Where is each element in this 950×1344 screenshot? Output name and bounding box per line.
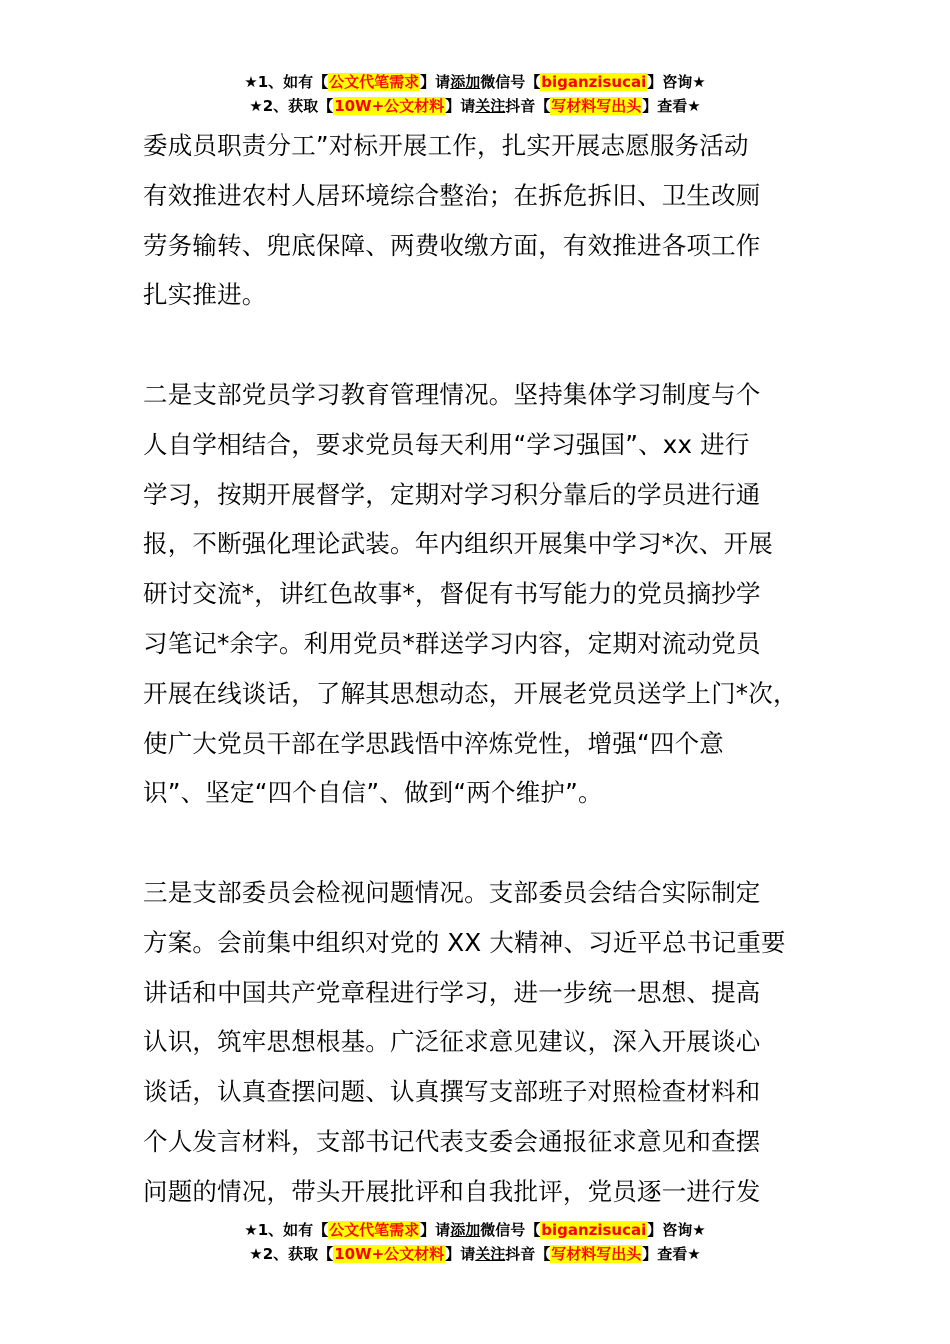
text-line: 识”、坚定“四个自信”、做到“两个维护”。 — [143, 778, 603, 808]
text-line: 问题的情况，带头开展批评和自我批评，党员逐一进行发 — [143, 1176, 761, 1206]
highlight-wechat-id: biganzisucai — [541, 1221, 647, 1239]
banner-text: 】请 — [445, 97, 476, 115]
banner-line-2 — [0, 1242, 950, 1266]
highlight-douyin-account: 写材料写出头 — [551, 1245, 642, 1263]
text-line: 有效推进农村人居环境综合整治；在拆危拆旧、卫生改厕 — [143, 180, 761, 210]
banner-line-1 — [0, 70, 950, 94]
underlined-text: 关注 — [475, 97, 506, 115]
banner-text: 微信号【 — [480, 73, 541, 91]
text-line: 二是支部党员学习教育管理情况。坚持集体学习制度与个 — [143, 379, 761, 409]
text-line: 三是支部委员会检视问题情况。支部委员会结合实际制定 — [143, 877, 761, 907]
banner-text: ★1、如有【 — [244, 73, 329, 91]
highlight-wechat-id: biganzisucai — [541, 73, 647, 91]
text-line: 学习，按期开展督学，定期对学习积分靠后的学员进行通 — [143, 479, 761, 509]
banner-text: 】查看★ — [642, 97, 701, 115]
highlight-materials: 10W+公文材料 — [334, 1245, 445, 1263]
underlined-text: 添加 — [450, 1221, 481, 1239]
text-line: 劳务输转、兜底保障、两费收缴方面，有效推进各项工作 — [143, 230, 761, 260]
banner-text: 】咨询★ — [647, 1221, 706, 1239]
text-line: 讲话和中国共产党章程进行学习，进一步统一思想、提高 — [143, 977, 761, 1007]
text-line: 个人发言材料，支部书记代表支委会通报征求意见和查摆 — [143, 1126, 761, 1156]
banner-text: 】查看★ — [642, 1245, 701, 1263]
banner-text: ★2、获取【 — [249, 97, 334, 115]
paragraph-1 — [143, 121, 811, 320]
text-line: 委成员职责分工”对标开展工作，扎实开展志愿服务活动 — [143, 131, 749, 160]
text-line: 认识，筑牢思想根基。广泛征求意见建议，深入开展谈心 — [143, 1027, 761, 1057]
banner-text: 抖音【 — [505, 97, 551, 115]
banner-text: ★2、获取【 — [249, 1245, 334, 1263]
highlight-douyin-account: 写材料写出头 — [551, 97, 642, 115]
underlined-text: 添加 — [450, 73, 481, 91]
banner-text: 】请 — [420, 73, 451, 91]
paragraph-spacer — [143, 320, 811, 370]
banner-text: 】请 — [445, 1245, 476, 1263]
text-line: 报，不断强化理论武装。年内组织开展集中学习*次、开展 — [143, 529, 773, 559]
banner-text: 微信号【 — [480, 1221, 541, 1239]
text-line: 开展在线谈话，了解其思想动态，开展老党员送学上门*次， — [143, 678, 798, 708]
header-banner — [0, 70, 950, 118]
text-line: 习笔记*余字。利用党员*群送学习内容，定期对流动党员 — [143, 628, 761, 658]
footer-banner — [0, 1218, 950, 1266]
paragraph-3 — [143, 868, 811, 1217]
underlined-text: 关注 — [475, 1245, 506, 1263]
text-line: 扎实推进。 — [143, 280, 267, 310]
highlight-ghostwriting: 公文代笔需求 — [329, 73, 420, 91]
text-line: 方案。会前集中组织对党的 XX 大精神、习近平总书记重要 — [143, 927, 786, 957]
document-body — [143, 121, 811, 1217]
paragraph-spacer — [143, 818, 811, 868]
text-line: 人自学相结合，要求党员每天利用“学习强国”、xx 进行 — [143, 429, 750, 459]
banner-text: 】请 — [420, 1221, 451, 1239]
banner-text: ★1、如有【 — [244, 1221, 329, 1239]
banner-line-1 — [0, 1218, 950, 1242]
text-line: 研讨交流*，讲红色故事*，督促有书写能力的党员摘抄学 — [143, 579, 761, 609]
banner-line-2 — [0, 94, 950, 118]
text-line: 使广大党员干部在学思践悟中淬炼党性，增强“四个意 — [143, 728, 724, 758]
paragraph-2 — [143, 370, 811, 818]
highlight-materials: 10W+公文材料 — [334, 97, 445, 115]
highlight-ghostwriting: 公文代笔需求 — [329, 1221, 420, 1239]
banner-text: 抖音【 — [505, 1245, 551, 1263]
banner-text: 】咨询★ — [647, 73, 706, 91]
text-line: 谈话，认真查摆问题、认真撰写支部班子对照检查材料和 — [143, 1077, 761, 1107]
